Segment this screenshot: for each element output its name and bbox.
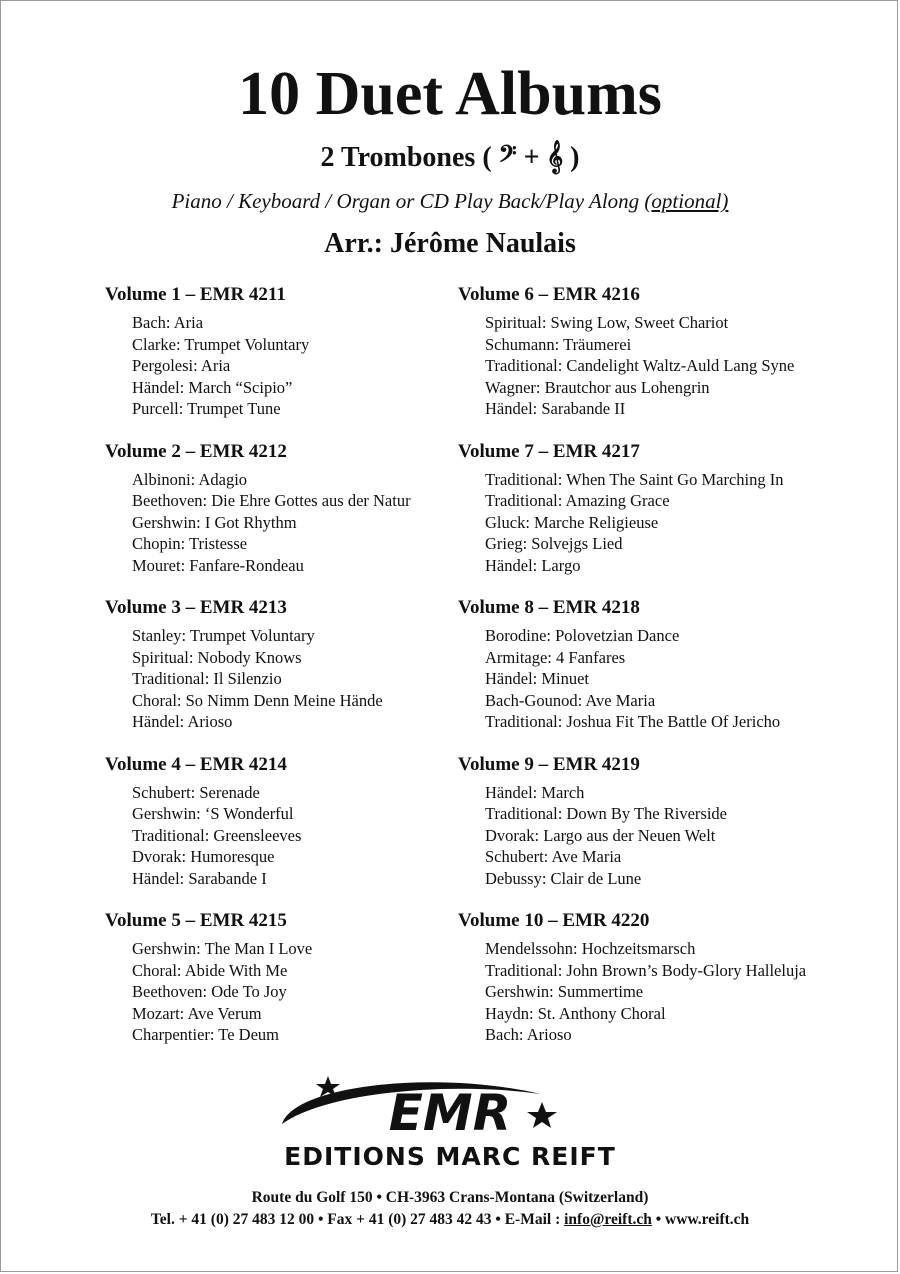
volume-block bbox=[105, 283, 495, 440]
piece-item: Dvorak: Largo aus der Neuen Welt bbox=[485, 825, 716, 845]
accompaniment-text: Piano / Keyboard / Organ or CD Play Back/Play Along bbox=[171, 189, 645, 213]
volume-block bbox=[458, 909, 878, 1066]
piece-item: Händel: Largo bbox=[485, 555, 581, 575]
piece-item: Schumann: Träumerei bbox=[485, 334, 632, 354]
piece-item: Gershwin: The Man I Love bbox=[132, 939, 313, 958]
volume-block bbox=[105, 909, 495, 1066]
piece-item: Beethoven: Die Ehre Gottes aus der Natur bbox=[132, 491, 411, 510]
piece-item: Armitage: 4 Fanfares bbox=[485, 647, 626, 667]
piece-item: Haydn: St. Anthony Choral bbox=[485, 1003, 666, 1023]
volumes-column-right bbox=[458, 283, 878, 1066]
piece-list bbox=[105, 938, 495, 1046]
piece-item: Traditional: Amazing Grace bbox=[485, 491, 670, 510]
page-title: 10 Duet Albums bbox=[238, 60, 662, 128]
piece-list bbox=[458, 625, 878, 733]
piece-item: Händel: March bbox=[485, 782, 585, 802]
volume-heading: Volume 9 – EMR 4219 bbox=[458, 753, 640, 775]
publisher-contact bbox=[0, 1209, 900, 1231]
volume-heading: Volume 8 – EMR 4218 bbox=[458, 597, 640, 618]
piece-item: Wagner: Brautchor aus Lohengrin bbox=[485, 377, 710, 397]
piece-item: Händel: Sarabande I bbox=[132, 868, 267, 888]
piece-list bbox=[105, 469, 495, 577]
star-icon bbox=[527, 1102, 557, 1128]
volume-block bbox=[458, 283, 878, 440]
piece-item: Händel: Minuet bbox=[485, 669, 590, 688]
volume-heading: Volume 3 – EMR 4213 bbox=[105, 597, 287, 618]
piece-item: Schubert: Ave Maria bbox=[485, 847, 622, 866]
arranger-credit: Arr.: Jérôme Naulais bbox=[324, 228, 576, 259]
volume-heading: Volume 2 – EMR 4212 bbox=[105, 440, 287, 462]
piece-item: Pergolesi: Aria bbox=[132, 356, 231, 375]
volumes-column-left bbox=[105, 283, 495, 1066]
piece-item: Traditional: John Brown’s Body-Glory Halleluja bbox=[485, 960, 807, 980]
volume-block bbox=[458, 596, 878, 753]
piece-list bbox=[105, 782, 495, 890]
piece-item: Choral: So Nimm Denn Meine Hände bbox=[132, 690, 383, 710]
piece-item: Traditional: Down By The Riverside bbox=[485, 804, 727, 823]
piece-list bbox=[458, 312, 878, 420]
piece-item: Spiritual: Nobody Knows bbox=[132, 647, 302, 667]
piece-item: Händel: March “Scipio” bbox=[132, 377, 293, 397]
optional-note: (optional) bbox=[644, 189, 729, 213]
piece-item: Dvorak: Humoresque bbox=[132, 847, 275, 866]
piece-item: Bach: Arioso bbox=[485, 1025, 572, 1044]
accompaniment-line bbox=[0, 187, 900, 215]
logo-mark-text: EMR bbox=[388, 1084, 512, 1142]
piece-item: Charpentier: Te Deum bbox=[132, 1025, 279, 1044]
piece-item: Mozart: Ave Verum bbox=[132, 1003, 262, 1023]
instrumentation-subtitle: 2 Trombones ( 𝄢 + 𝄞 ) bbox=[320, 142, 580, 173]
publisher-logo bbox=[0, 1072, 900, 1172]
phone-fax-text: Tel. + 41 (0) 27 483 12 00 • Fax + 41 (0) 27 483 42 43 • E-Mail : bbox=[150, 1211, 565, 1228]
volume-block bbox=[105, 440, 495, 597]
piece-item: Beethoven: Ode To Joy bbox=[132, 982, 287, 1001]
volume-block bbox=[105, 753, 495, 910]
piece-item: Debussy: Clair de Lune bbox=[485, 868, 642, 888]
piece-item: Gluck: Marche Religieuse bbox=[485, 512, 659, 532]
volume-heading: Volume 5 – EMR 4215 bbox=[105, 910, 287, 931]
piece-list bbox=[458, 938, 878, 1046]
email-link[interactable]: info@reift.ch bbox=[564, 1211, 652, 1228]
piece-item: Bach-Gounod: Ave Maria bbox=[485, 690, 656, 710]
piece-item: Händel: Sarabande II bbox=[485, 399, 626, 418]
volume-heading: Volume 10 – EMR 4220 bbox=[458, 910, 650, 931]
volume-heading: Volume 1 – EMR 4211 bbox=[105, 284, 286, 305]
piece-item: Traditional: Greensleeves bbox=[132, 825, 302, 845]
piece-item: Choral: Abide With Me bbox=[132, 960, 288, 980]
emr-logo-graphic bbox=[210, 1072, 690, 1172]
piece-item: Traditional: Joshua Fit The Battle Of Jericho bbox=[485, 712, 781, 731]
volume-heading: Volume 4 – EMR 4214 bbox=[105, 753, 287, 775]
volume-heading: Volume 7 – EMR 4217 bbox=[458, 440, 640, 462]
piece-item: Traditional: When The Saint Go Marching In bbox=[485, 469, 784, 489]
piece-item: Borodine: Polovetzian Dance bbox=[485, 626, 680, 645]
volume-block bbox=[105, 596, 495, 753]
piece-item: Gershwin: Summertime bbox=[485, 982, 644, 1001]
volume-heading: Volume 6 – EMR 4216 bbox=[458, 284, 640, 305]
piece-item: Clarke: Trumpet Voluntary bbox=[132, 334, 310, 354]
piece-item: Grieg: Solvejgs Lied bbox=[485, 534, 623, 553]
piece-item: Traditional: Il Silenzio bbox=[132, 669, 282, 688]
piece-item: Spiritual: Swing Low, Sweet Chariot bbox=[485, 313, 729, 332]
piece-item: Traditional: Candelight Waltz-Auld Lang Syne bbox=[485, 356, 795, 375]
piece-item: Bach: Aria bbox=[132, 313, 204, 332]
piece-list bbox=[105, 625, 495, 733]
piece-item: Mouret: Fanfare-Rondeau bbox=[132, 555, 304, 575]
volume-block bbox=[458, 753, 878, 910]
piece-item: Gershwin: ‘S Wonderful bbox=[132, 804, 294, 823]
publisher-name: EDITIONS MARC REIFT bbox=[284, 1142, 616, 1171]
publisher-address: Route du Golf 150 • CH-3963 Crans-Montana (Switzerland) bbox=[251, 1189, 649, 1206]
piece-list bbox=[458, 782, 878, 890]
piece-item: Mendelssohn: Hochzeitsmarsch bbox=[485, 939, 696, 958]
piece-list bbox=[458, 469, 878, 577]
piece-list bbox=[105, 312, 495, 420]
piece-item: Gershwin: I Got Rhythm bbox=[132, 512, 297, 532]
volume-block bbox=[458, 440, 878, 597]
piece-item: Schubert: Serenade bbox=[132, 782, 260, 802]
piece-item: Albinoni: Adagio bbox=[132, 469, 248, 489]
piece-item: Stanley: Trumpet Voluntary bbox=[132, 626, 315, 645]
piece-item: Chopin: Tristesse bbox=[132, 534, 248, 553]
website-text: • www.reift.ch bbox=[651, 1211, 750, 1228]
piece-item: Purcell: Trumpet Tune bbox=[132, 399, 281, 418]
piece-item: Händel: Arioso bbox=[132, 712, 233, 731]
